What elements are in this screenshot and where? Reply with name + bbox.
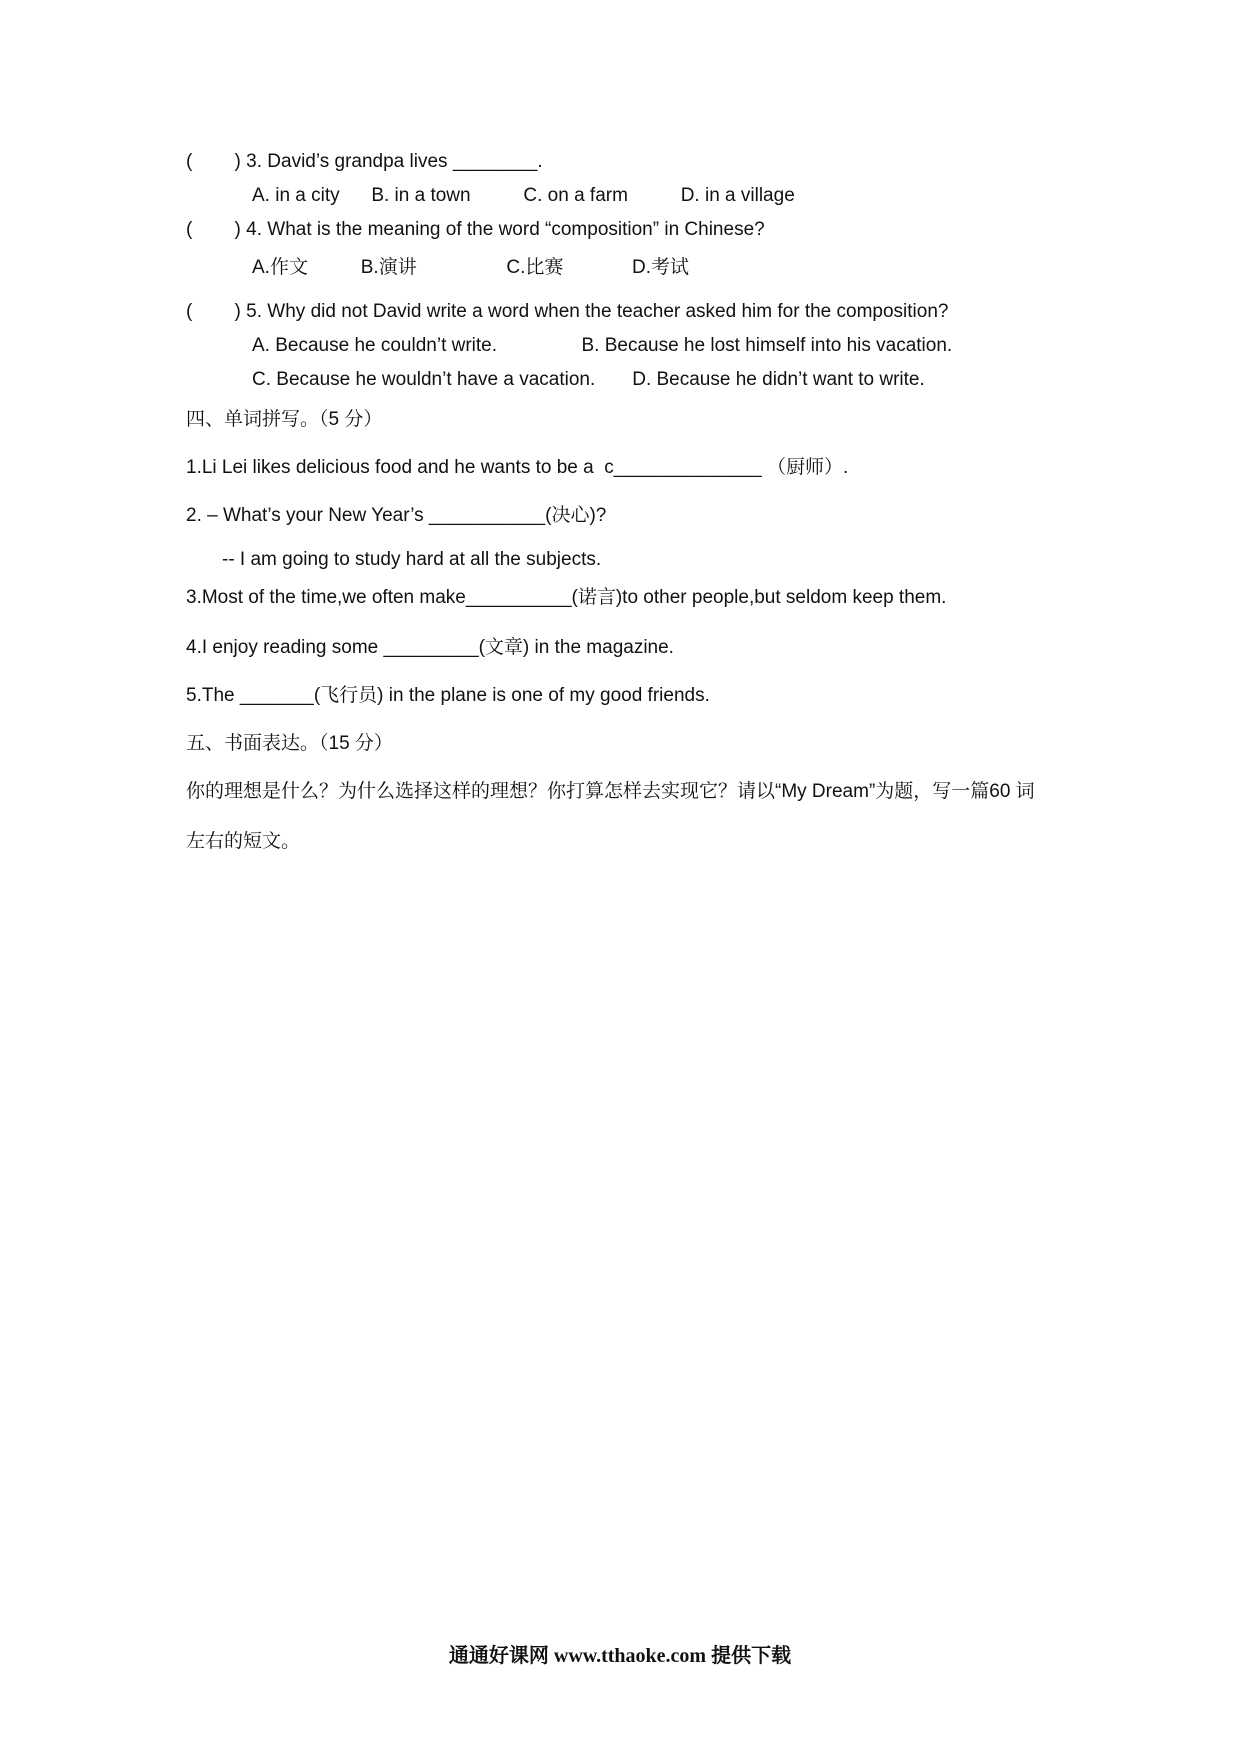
q3-options: A. in a city B. in a town C. on a farm D. in a village [252, 185, 795, 206]
writing-prompt-line-2: 左右的短文。 [186, 831, 301, 852]
spelling-item-2-answer: -- I am going to study hard at all the subjects. [222, 549, 602, 570]
writing-prompt-line-1: 你的理想是什么？为什么选择这样的理想？你打算怎样去实现它？请以“My Dream”为题，写一篇60 词 [186, 781, 1035, 802]
q5-options-2: C. Because he wouldn’t have a vacation. D. Because he didn’t want to write. [252, 369, 925, 390]
spelling-item-3: 3.Most of the time,we often make__________(诺言)to other people,but seldom keep them. [186, 587, 947, 608]
q3-stem: ( ) 3. David’s grandpa lives ________. [186, 151, 543, 172]
spelling-item-4: 4.I enjoy reading some _________(文章) in the magazine. [186, 637, 674, 658]
section-5-heading: 五、书面表达。（15 分） [186, 733, 393, 754]
q4-stem: ( ) 4. What is the meaning of the word “composition” in Chinese? [186, 219, 765, 240]
spelling-item-5: 5.The _______(飞行员) in the plane is one of my good friends. [186, 685, 710, 706]
page-footer: 通通好课网 www.tthaoke.com 提供下载 [448, 1645, 792, 1667]
q5-options-1: A. Because he couldn’t write. B. Because he lost himself into his vacation. [252, 335, 953, 356]
q4-options: A.作文 B.演讲 C.比赛 D.考试 [252, 257, 690, 278]
q5-stem: ( ) 5. Why did not David write a word when the teacher asked him for the composition? [186, 301, 949, 322]
spelling-item-2: 2. – What’s your New Year’s ___________(决心)? [186, 505, 607, 526]
spelling-item-1: 1.Li Lei likes delicious food and he wants to be a c______________ （厨师）. [186, 457, 849, 478]
section-4-heading: 四、单词拼写。（5 分） [186, 409, 383, 430]
